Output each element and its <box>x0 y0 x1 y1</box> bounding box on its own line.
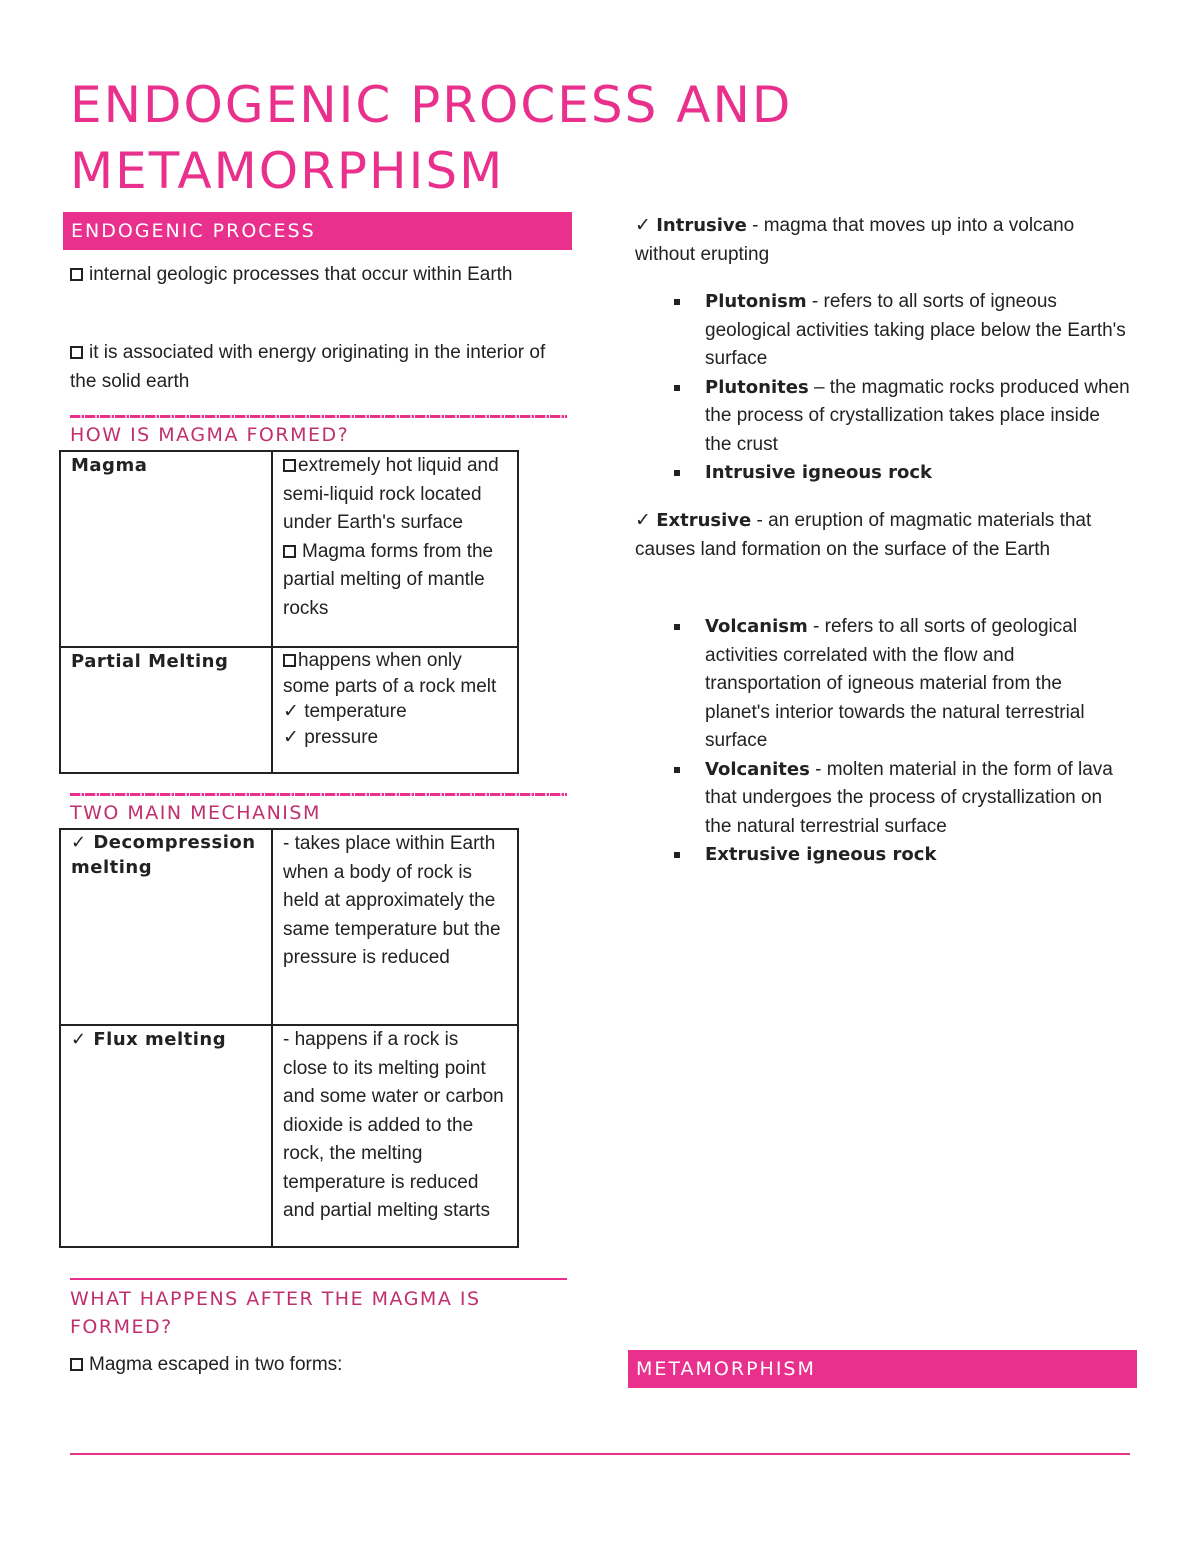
endogenic-item-2 <box>70 339 550 396</box>
extrusive-paragraph <box>635 507 1130 564</box>
endogenic-item-1-text: internal geologic processes that occur within Earth <box>89 264 513 285</box>
metamorphism-heading: METAMORPHISM <box>636 1358 816 1380</box>
partial-melting-line-1 <box>283 648 507 699</box>
bullet-desc: - refers to all sorts of geological activities correlated with the flow and transportation of igneous material from the planet's interior towards the natural terrestrial surface <box>705 616 1085 751</box>
checkbox-square-icon <box>283 545 296 558</box>
table-cell-key: ✓ Decompression melting <box>60 829 272 1025</box>
magma-table <box>59 450 519 774</box>
checkbox-square-icon <box>283 459 296 472</box>
partial-melting-line-2: ✓ temperature <box>283 701 407 722</box>
checkbox-square-icon <box>70 1358 83 1371</box>
section-divider <box>70 793 567 796</box>
title-line-2: METAMORPHISM <box>70 142 505 200</box>
bullet-term: Plutonism <box>705 291 807 312</box>
extrusive-bullet-list <box>635 613 1130 870</box>
endogenic-item-1 <box>70 261 550 290</box>
endogenic-process-heading: ENDOGENIC PROCESS <box>71 220 316 242</box>
table-cell-value <box>272 647 518 773</box>
table-cell-key: Partial Melting <box>60 647 272 773</box>
bullet-desc: - molten material in the form of lava that undergoes the process of crystallization on the natural terrestrial surface <box>705 758 1113 837</box>
table-row <box>60 829 518 1025</box>
intrusive-paragraph <box>635 212 1130 269</box>
partial-melting-line-3: ✓ pressure <box>283 726 379 748</box>
list-item <box>635 756 1130 842</box>
magma-line-1-text: extremely hot liquid and semi-liquid rock located under Earth's surface <box>283 455 499 533</box>
page-title <box>70 72 830 204</box>
square-bullet-icon <box>674 470 680 476</box>
mechanism-table <box>59 828 519 1248</box>
intrusive-bullet-list <box>635 288 1130 488</box>
table-cell-key: ✓ Flux melting <box>60 1025 272 1247</box>
after-magma-item-text: Magma escaped in two forms: <box>89 1354 343 1375</box>
mechanism-heading: TWO MAIN MECHANISM <box>70 802 321 824</box>
extrusive-term: Extrusive <box>656 510 752 531</box>
list-item <box>635 374 1130 460</box>
checkbox-square-icon <box>283 654 296 667</box>
table-row <box>60 451 518 647</box>
table-cell-value <box>272 451 518 647</box>
table-row <box>60 647 518 773</box>
bullet-desc: – the magmatic rocks produced when the process of crystallization takes place inside the crust <box>705 376 1130 455</box>
square-bullet-icon <box>674 624 680 630</box>
list-item <box>635 288 1130 374</box>
table-cell-value: - takes place within Earth when a body of rock is held at approximately the same temperature but the pressure is reduced <box>272 829 518 1025</box>
table-row <box>60 1025 518 1247</box>
list-item <box>635 613 1130 756</box>
magma-formed-heading: HOW IS MAGMA FORMED? <box>70 424 350 446</box>
partial-melting-line-1-text: happens when only some parts of a rock melt <box>283 650 497 697</box>
bullet-term: Volcanism <box>705 616 808 637</box>
section-divider <box>70 1278 567 1280</box>
after-magma-item <box>70 1351 550 1380</box>
magma-line-1 <box>283 452 507 538</box>
bullet-desc: - refers to all sorts of igneous geological activities taking place below the Earth's surface <box>705 291 1126 369</box>
check-icon: ✓ <box>635 510 651 531</box>
intrusive-term: Intrusive <box>656 215 747 236</box>
magma-line-2-text: Magma forms from the partial melting of mantle rocks <box>283 540 494 619</box>
extrusive-desc: - an eruption of magmatic materials that causes land formation on the surface of the Earth <box>635 510 1092 560</box>
title-line-1: ENDOGENIC PROCESS AND <box>70 76 793 134</box>
list-item <box>635 459 1130 488</box>
square-bullet-icon <box>674 767 680 773</box>
checkbox-square-icon <box>70 346 83 359</box>
metamorphism-banner <box>628 1350 1137 1388</box>
magma-line-2 <box>283 538 507 624</box>
table-cell-key: Magma <box>60 451 272 647</box>
after-magma-heading: WHAT HAPPENS AFTER THE MAGMA IS FORMED? <box>70 1288 481 1338</box>
section-divider <box>70 415 567 418</box>
footer-rule <box>70 1453 1130 1455</box>
checkbox-square-icon <box>70 268 83 281</box>
table-cell-value: - happens if a rock is close to its melting point and some water or carbon dioxide is added to the rock, the melting temperature is reduced and partial melting starts <box>272 1025 518 1247</box>
endogenic-item-2-text: it is associated with energy originating in the interior of the solid earth <box>70 342 546 392</box>
bullet-term: Extrusive igneous rock <box>705 844 937 865</box>
bullet-term: Volcanites <box>705 758 810 780</box>
square-bullet-icon <box>674 299 680 305</box>
endogenic-process-banner <box>63 212 572 250</box>
bullet-term: Intrusive igneous rock <box>705 462 933 483</box>
intrusive-desc: - magma that moves up into a volcano without erupting <box>635 215 1075 265</box>
bullet-term: Plutonites <box>705 376 809 398</box>
square-bullet-icon <box>674 385 680 391</box>
list-item <box>635 841 1130 870</box>
check-icon: ✓ <box>635 215 651 236</box>
square-bullet-icon <box>674 852 680 858</box>
